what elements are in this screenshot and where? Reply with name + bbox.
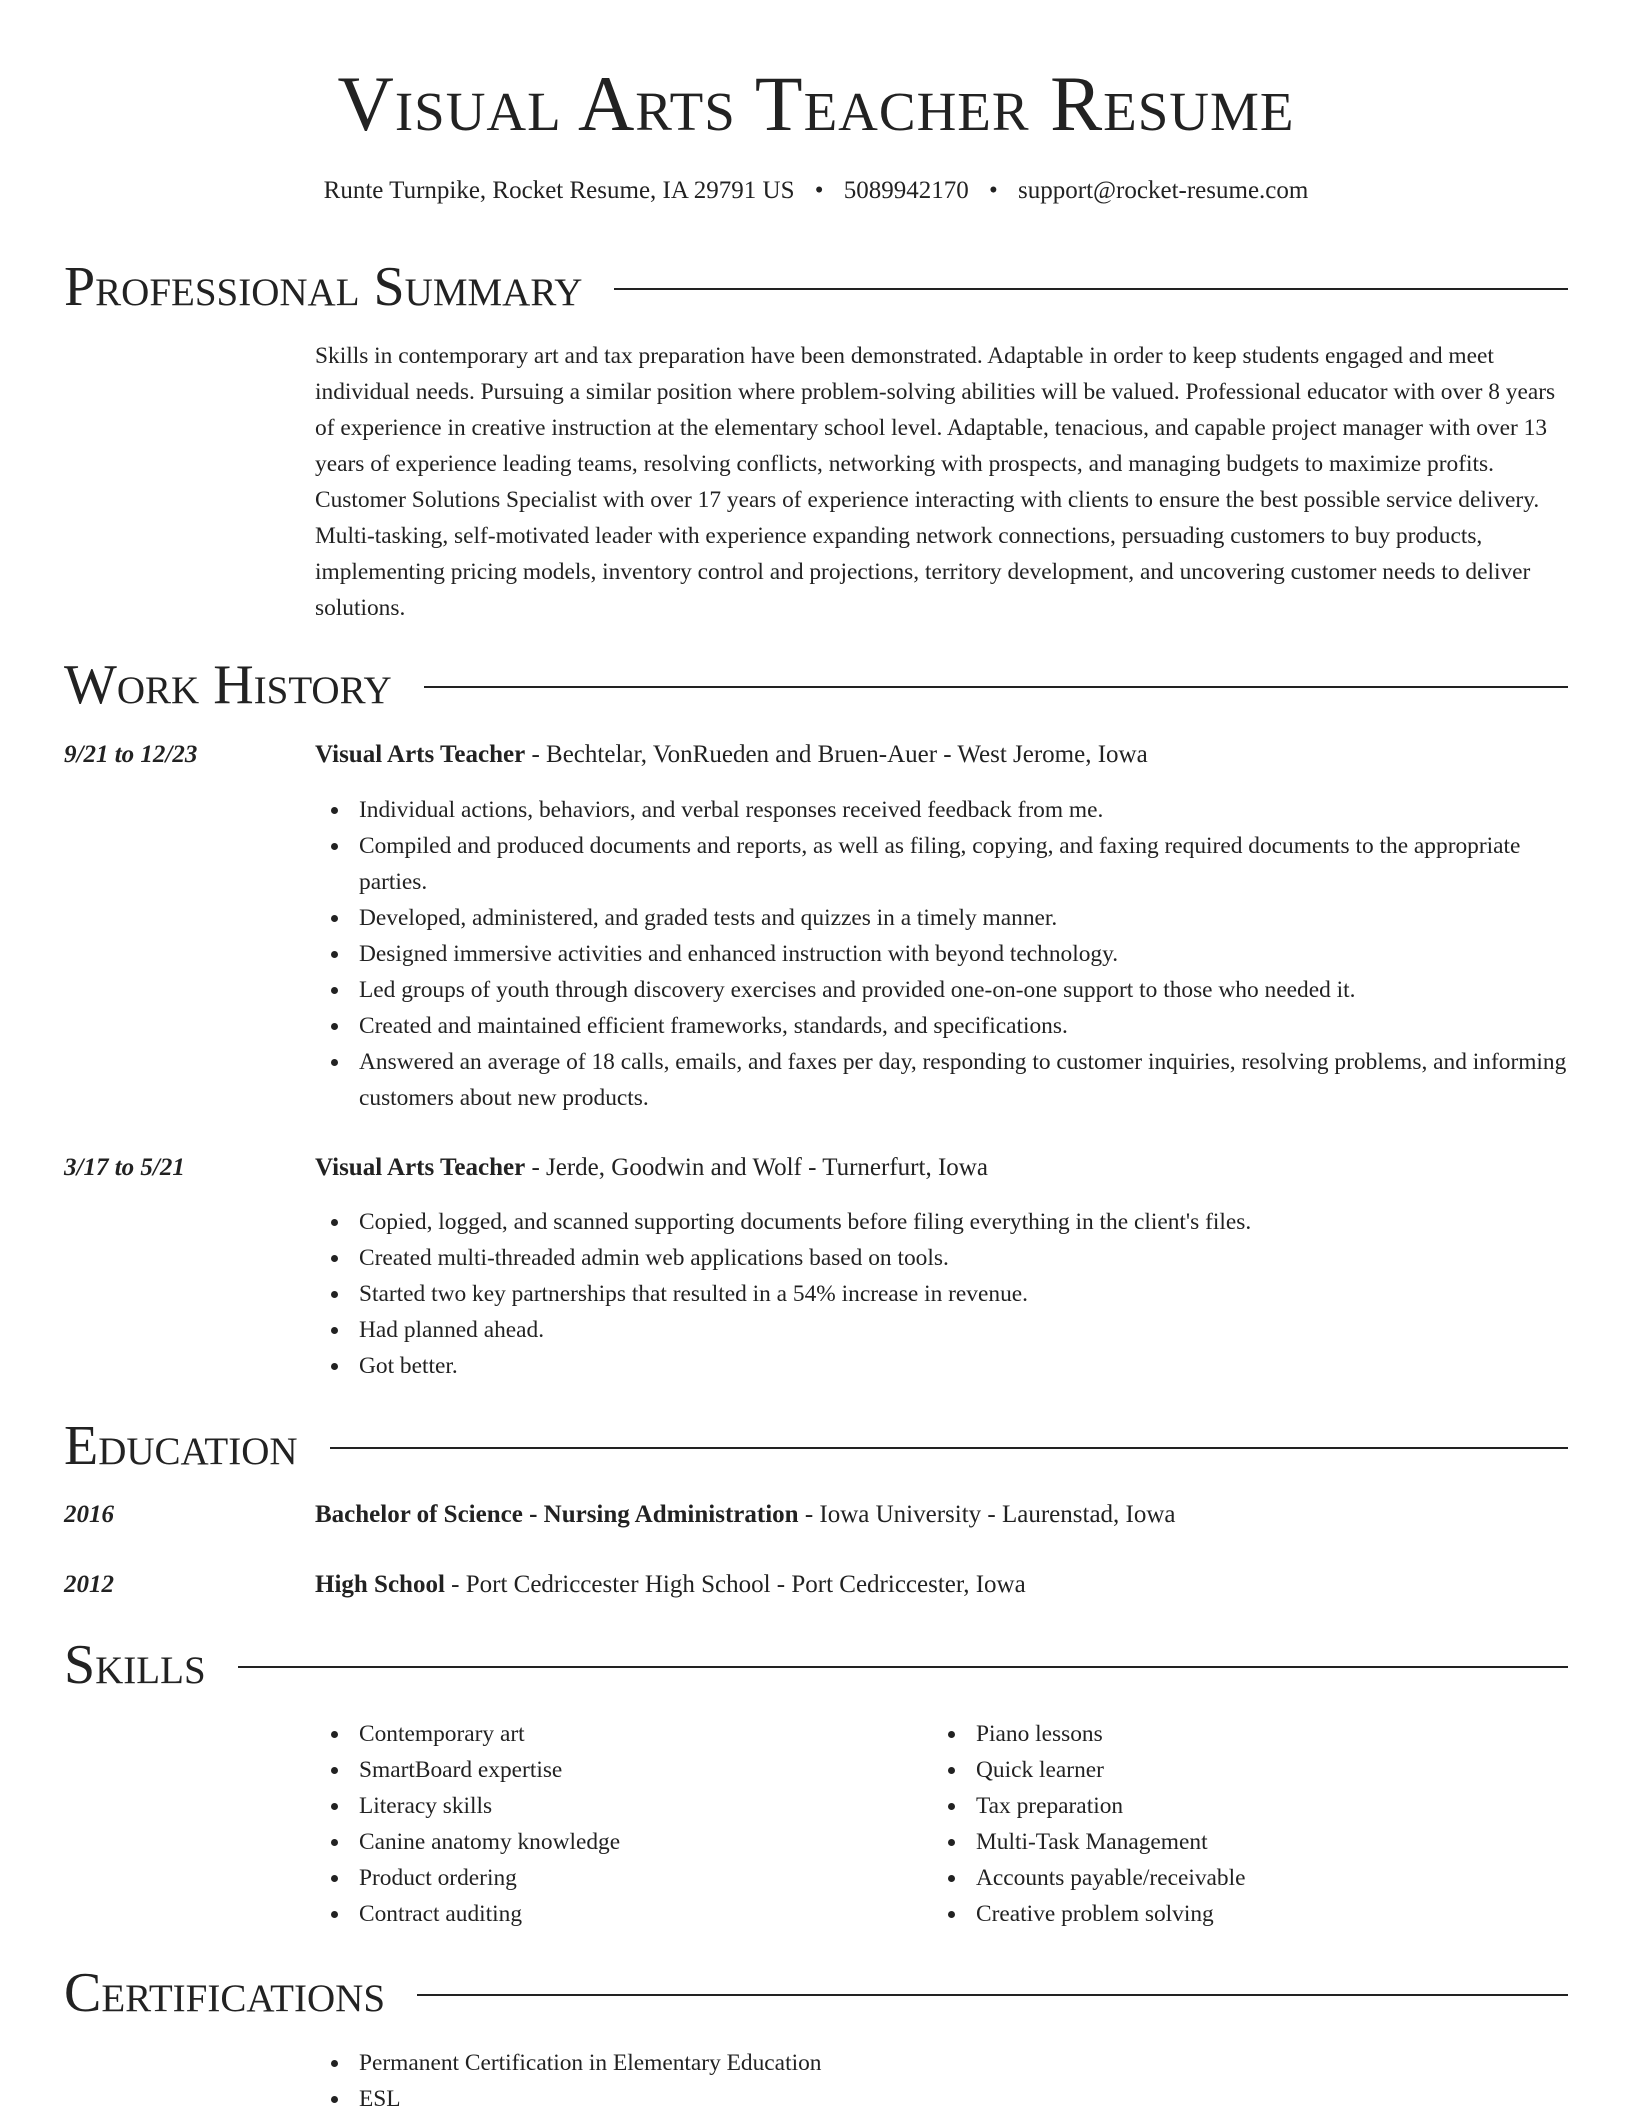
- skills-list-left: [359, 1716, 919, 1932]
- section-header-work-history: [64, 650, 1568, 720]
- education-detail: - Port Cedriccester High School - Port Cedriccester, Iowa: [444, 1571, 1026, 1598]
- work-detail: - Jerde, Goodwin and Wolf - Turnerfurt, Iowa: [525, 1154, 988, 1181]
- list-item: Got better.: [359, 1348, 1568, 1384]
- list-item: Individual actions, behaviors, and verbal responses received feedback from me.: [359, 792, 1568, 828]
- section-title: Work History: [64, 654, 392, 716]
- list-item: Created multi-threaded admin web applications based on tools.: [359, 1240, 1568, 1276]
- certifications-list: [359, 2045, 1568, 2117]
- education-date: 2016: [64, 1501, 114, 1528]
- work-date: 9/21 to 12/23: [64, 741, 198, 768]
- contact-separator: •: [814, 177, 824, 204]
- list-item: Had planned ahead.: [359, 1312, 1568, 1348]
- list-item: Developed, administered, and graded tests and quizzes in a timely manner.: [359, 900, 1568, 936]
- list-item: Permanent Certification in Elementary Education: [359, 2045, 1568, 2081]
- section-header-skills: [64, 1630, 1568, 1700]
- skills-list-right: [976, 1716, 1536, 1932]
- section-divider: [238, 1666, 1568, 1668]
- section-title: Professional Summary: [64, 256, 583, 318]
- contact-address: Runte Turnpike, Rocket Resume, IA 29791 US: [323, 177, 795, 204]
- list-item: Designed immersive activities and enhanced instruction with beyond technology.: [359, 936, 1568, 972]
- work-role: Visual Arts Teacher: [315, 1154, 526, 1181]
- section-title: Skills: [64, 1634, 206, 1696]
- section-header-summary: [64, 252, 1568, 322]
- section-title: Certifications: [64, 1962, 386, 2024]
- education-detail: - Iowa University - Laurenstad, Iowa: [798, 1501, 1176, 1528]
- list-item: Compiled and produced documents and reports, as well as filing, copying, and faxing required documents to the appropriate parties.: [359, 828, 1568, 900]
- list-item: Copied, logged, and scanned supporting documents before filing everything in the client's files.: [359, 1204, 1568, 1240]
- education-line: [315, 1567, 1026, 1603]
- resume-title: Visual Arts Teacher Resume: [337, 60, 1295, 147]
- work-role-line: [315, 737, 1148, 773]
- work-bullets: [359, 1204, 1568, 1384]
- list-item: Led groups of youth through discovery exercises and provided one-on-one support to those who needed it.: [359, 972, 1568, 1008]
- list-item: Multi-Task Management: [976, 1824, 1536, 1860]
- list-item: Created and maintained efficient frameworks, standards, and specifications.: [359, 1008, 1568, 1044]
- work-role: Visual Arts Teacher: [315, 741, 526, 768]
- contact-separator: •: [989, 177, 998, 204]
- section-divider: [424, 686, 1568, 688]
- list-item: Creative problem solving: [976, 1896, 1536, 1932]
- education-degree: Bachelor of Science - Nursing Administration: [315, 1501, 799, 1528]
- list-item: SmartBoard expertise: [359, 1752, 919, 1788]
- education-degree: High School: [315, 1571, 445, 1598]
- list-item: Piano lessons: [976, 1716, 1536, 1752]
- section-divider: [614, 288, 1568, 290]
- contact-email: support@rocket-resume.com: [1018, 177, 1309, 204]
- contact-phone: 5089942170: [843, 177, 969, 204]
- education-date: 2012: [64, 1571, 114, 1598]
- list-item: Literacy skills: [359, 1788, 919, 1824]
- list-item: Canine anatomy knowledge: [359, 1824, 919, 1860]
- list-item: Quick learner: [976, 1752, 1536, 1788]
- section-header-education: [64, 1411, 1568, 1481]
- work-bullets: [359, 792, 1568, 1116]
- work-date: 3/17 to 5/21: [64, 1154, 185, 1181]
- section-title: Education: [64, 1415, 298, 1477]
- section-header-certifications: [64, 1958, 1568, 2028]
- section-divider: [330, 1447, 1568, 1449]
- section-divider: [417, 1994, 1568, 1996]
- list-item: Product ordering: [359, 1860, 919, 1896]
- contact-line: [0, 174, 1632, 208]
- work-detail: - Bechtelar, VonRueden and Bruen-Auer - West Jerome, Iowa: [525, 741, 1148, 768]
- list-item: Accounts payable/receivable: [976, 1860, 1536, 1896]
- summary-text: Skills in contemporary art and tax preparation have been demonstrated. Adaptable in order to keep students engaged and meet individual needs. Pursuing a similar position where problem-solving abilities will be valued. Professional educator with over 8 years of experience in creative instruction at the elementary school level. Adaptable, tenacious, and capable project manager with over 13 years of experience leading teams, resolving conflicts, networking with prospects, and managing budgets to maximize profits. Customer Solutions Specialist with over 17 years of experience interacting with clients to ensure the best possible service delivery. Multi-tasking, self-motivated leader with experience expanding network connections, persuading customers to buy products, implementing pricing models, inventory control and projections, territory development, and uncovering customer needs to deliver solutions.: [315, 343, 1556, 621]
- list-item: Started two key partnerships that resulted in a 54% increase in revenue.: [359, 1276, 1568, 1312]
- list-item: ESL: [359, 2081, 1568, 2117]
- list-item: Tax preparation: [976, 1788, 1536, 1824]
- work-role-line: [315, 1150, 988, 1186]
- list-item: Contemporary art: [359, 1716, 919, 1752]
- list-item: Answered an average of 18 calls, emails, and faxes per day, responding to customer inquiries, resolving problems, and informing customers about new products.: [359, 1044, 1568, 1116]
- list-item: Contract auditing: [359, 1896, 919, 1932]
- education-line: [315, 1497, 1176, 1533]
